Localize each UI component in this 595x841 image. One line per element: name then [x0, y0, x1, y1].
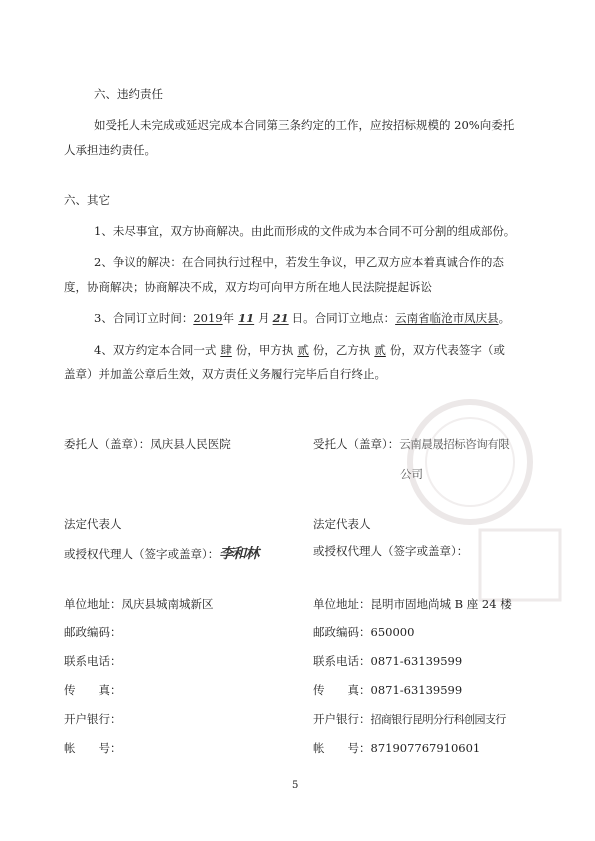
breach-paragraph-line1: 如受托人未完成或延迟完成本合同第三条约定的工作，应按招标规模的 20%向委托 — [94, 118, 515, 132]
left-account-label: 帐 号： — [64, 741, 122, 755]
principal-label: 委托人（盖章）： — [64, 437, 151, 451]
right-phone-line — [313, 653, 462, 669]
breach-paragraph-line2: 人承担违约责任。 — [64, 143, 156, 157]
right-fax-label: 传 真： — [313, 683, 371, 697]
right-postcode-line — [313, 624, 414, 640]
right-address-label: 单位地址： — [313, 597, 371, 611]
other-item-4-line1 — [94, 342, 505, 358]
right-address-value: 昆明市固地尚城 B 座 24 楼 — [370, 597, 512, 611]
contract-year: 2019 — [193, 311, 223, 325]
right-postcode-label: 邮政编码： — [313, 625, 371, 639]
right-bank-label: 开户银行： — [313, 712, 371, 726]
left-bank-label: 开户银行： — [64, 712, 122, 726]
item4-text-d: 份，双方代表签字（或 — [389, 343, 505, 357]
contract-day: 21 — [272, 311, 289, 325]
right-phone-value: 0871-63139599 — [370, 654, 463, 668]
copies-total: 肆 — [220, 343, 232, 357]
item4-text-a: 4、双方约定本合同一式 — [94, 343, 217, 357]
handwritten-signature: 李和林 — [219, 546, 259, 562]
left-fax-label: 传 真： — [64, 683, 122, 697]
right-account-line — [313, 740, 480, 756]
left-postcode-label: 邮政编码： — [64, 625, 122, 639]
other-item-2-line1: 2、争议的解决：在合同执行过程中，若发生争议，甲乙双方应本着真诚合作的态 — [94, 255, 504, 269]
contract-place: 云南省临沧市凤庆县 — [395, 311, 499, 325]
item3-end: 。 — [498, 311, 511, 325]
seal-watermark — [395, 392, 545, 532]
page-number: 5 — [292, 780, 299, 791]
item3-prefix: 3、合同订立时间： — [94, 311, 194, 325]
day-suffix: 日。合同订立地点： — [291, 311, 396, 325]
left-agent-label: 或授权代理人（签字或盖章）： — [64, 547, 220, 561]
section-heading-other: 六、其它 — [64, 193, 110, 207]
left-legal-rep: 法定代表人 — [64, 517, 122, 531]
other-item-4-line2: 盖章）并加盖公章后生效，双方责任义务履行完毕后自行终止。 — [64, 367, 386, 381]
section-heading-breach: 六、违约责任 — [94, 87, 163, 101]
right-phone-label: 联系电话： — [313, 654, 371, 668]
contract-month: 11 — [238, 311, 255, 325]
agent-value-line2: 公司 — [400, 467, 423, 481]
right-account-label: 帐 号： — [313, 741, 371, 755]
principal-line — [64, 436, 231, 452]
copies-party-b: 贰 — [374, 343, 386, 357]
right-address-line — [313, 596, 512, 612]
other-item-1: 1、未尽事宜，双方协商解决。由此而形成的文件成为本合同不可分割的组成部份。 — [94, 224, 516, 238]
month-suffix: 月 — [258, 311, 270, 325]
year-suffix: 年 — [222, 311, 235, 325]
copies-party-a: 贰 — [297, 343, 309, 357]
left-agent-line — [64, 543, 258, 563]
right-account-value: 871907767910601 — [370, 741, 481, 755]
item4-text-b: 份，甲方执 — [235, 343, 294, 357]
right-fax-value: 0871-63139599 — [370, 683, 463, 697]
right-postcode-value: 650000 — [370, 625, 415, 639]
principal-value: 凤庆县人民医院 — [150, 437, 231, 451]
right-bank-line — [313, 711, 506, 727]
left-address-value: 凤庆县城南城新区 — [121, 597, 214, 611]
right-fax-line — [313, 682, 462, 698]
agent-line — [313, 436, 509, 452]
other-item-2-line2: 度，协商解决；协商解决不成，双方均可向甲方所在地人民法院提起诉讼 — [64, 280, 432, 294]
agent-label: 受托人（盖章）： — [313, 437, 400, 451]
right-bank-value: 招商银行昆明分行科创园支行 — [370, 713, 506, 726]
left-phone-label: 联系电话： — [64, 654, 122, 668]
right-legal-rep: 法定代表人 — [313, 517, 371, 531]
agent-value: 云南晨晟招标咨询有限 — [399, 437, 510, 451]
right-auth-label: 或授权代理人（签字或盖章）： — [313, 544, 469, 558]
left-address-label: 单位地址： — [64, 597, 122, 611]
other-item-3 — [94, 310, 510, 326]
left-address-line — [64, 596, 214, 612]
item4-text-c: 份，乙方执 — [312, 343, 371, 357]
